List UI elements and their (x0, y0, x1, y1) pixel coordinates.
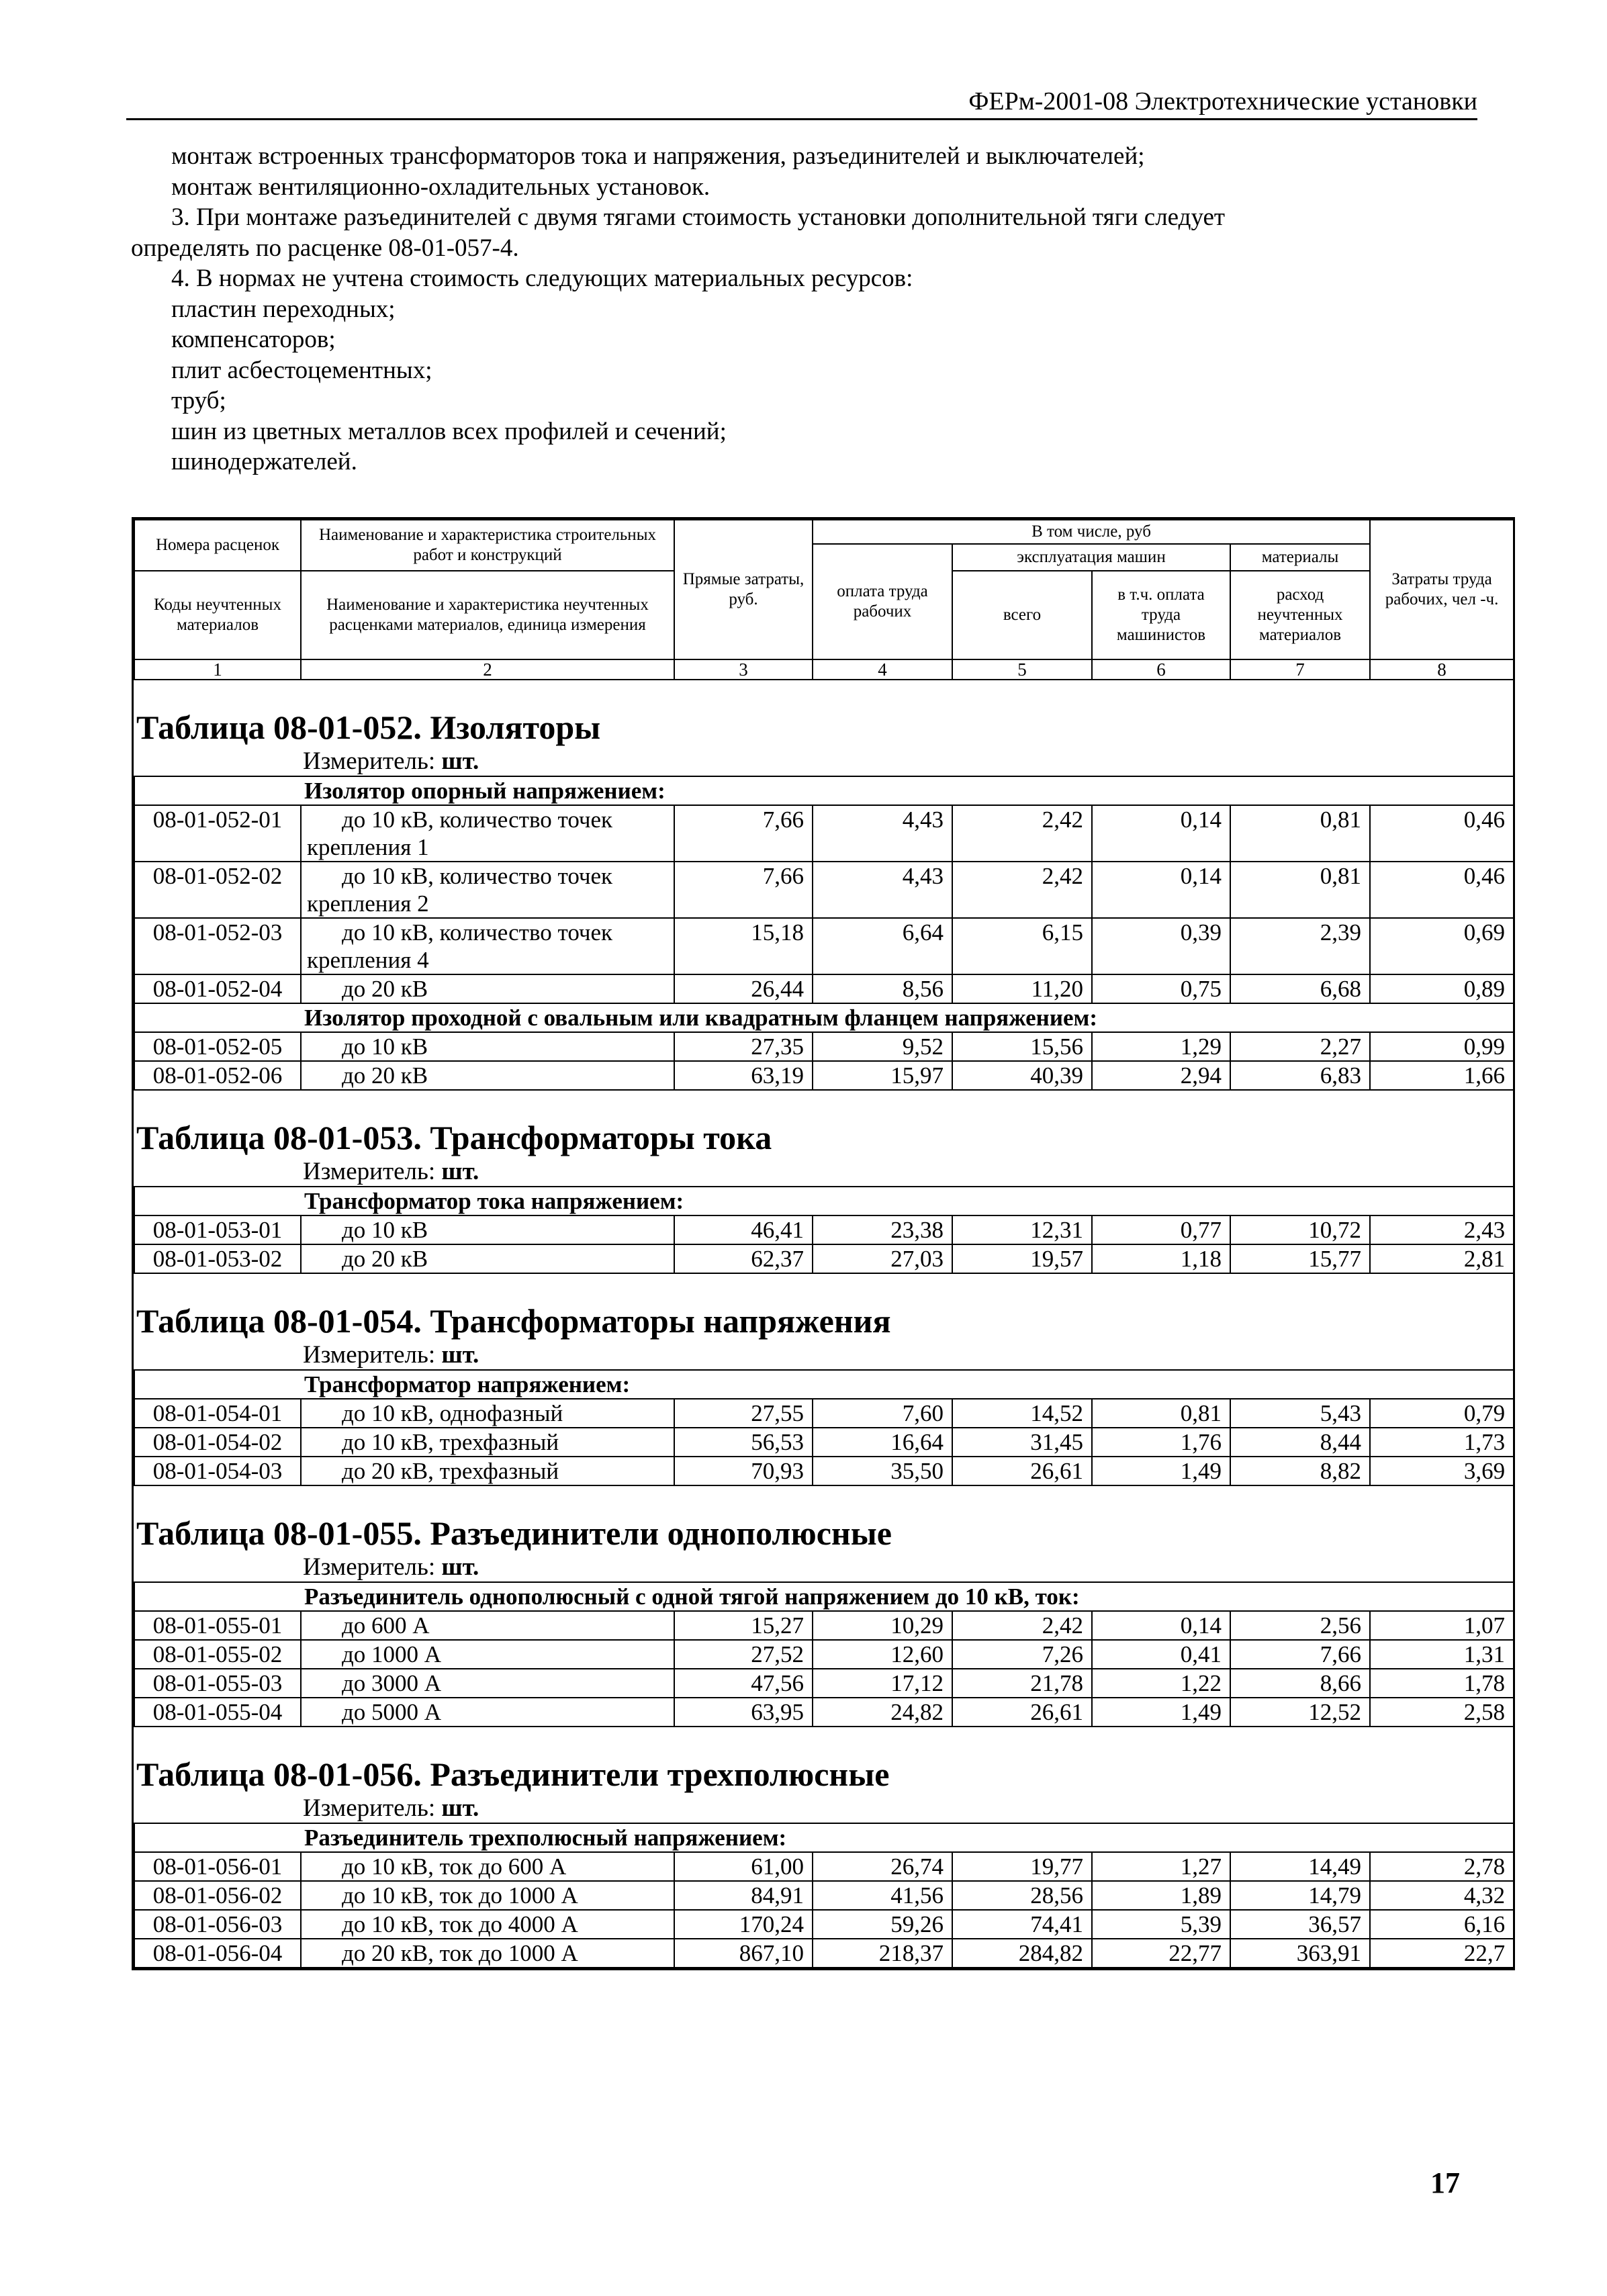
rate-name-line: до 20 кВ, трехфазный (342, 1458, 559, 1484)
value-cell: 2,27 (1230, 1032, 1370, 1061)
value-cell: 1,49 (1092, 1698, 1230, 1727)
rate-name (301, 1032, 674, 1061)
rate-code: 08-01-052-06 (134, 1061, 301, 1090)
group-subheading: Трансформатор тока напряжением: (134, 1187, 1514, 1215)
value-cell: 0,75 (1092, 974, 1230, 1003)
rate-code: 08-01-055-01 (134, 1611, 301, 1640)
value-cell: 35,50 (813, 1457, 952, 1485)
rate-code: 08-01-052-05 (134, 1032, 301, 1061)
unit-value: шт. (441, 747, 479, 775)
rate-name (301, 862, 674, 918)
value-cell: 14,79 (1230, 1881, 1370, 1910)
value-cell: 218,37 (813, 1939, 952, 1968)
rate-code: 08-01-052-02 (134, 862, 301, 918)
unit-of-measure (134, 1553, 1513, 1581)
rate-code: 08-01-054-03 (134, 1457, 301, 1485)
value-cell: 2,42 (952, 862, 1092, 918)
rate-name-line: до 10 кВ, однофазный (342, 1400, 563, 1426)
unit-of-measure (134, 747, 1513, 776)
rate-code: 08-01-056-01 (134, 1852, 301, 1881)
unit-of-measure (134, 1794, 1513, 1823)
value-cell: 6,15 (952, 918, 1092, 974)
value-cell: 62,37 (674, 1244, 813, 1273)
unit-label: Измеритель: (303, 1794, 436, 1822)
value-cell: 10,72 (1230, 1215, 1370, 1244)
value-cell: 6,83 (1230, 1061, 1370, 1090)
value-cell: 2,78 (1370, 1852, 1514, 1881)
value-cell: 22,7 (1370, 1939, 1514, 1968)
value-cell: 0,81 (1230, 805, 1370, 862)
rate-name (301, 805, 674, 862)
unit-label: Измеритель: (303, 1341, 436, 1369)
value-cell: 1,73 (1370, 1428, 1514, 1457)
value-cell: 40,39 (952, 1061, 1092, 1090)
table-row (134, 805, 1514, 862)
rate-name-line: до 5000 А (342, 1699, 442, 1725)
rate-code: 08-01-055-02 (134, 1640, 301, 1669)
table-row (134, 1939, 1514, 1968)
table-row (134, 1611, 1514, 1640)
header-machines: эксплуатация машин (952, 544, 1230, 571)
value-cell: 0,14 (1092, 805, 1230, 862)
rate-name (301, 918, 674, 974)
value-cell: 26,61 (952, 1698, 1092, 1727)
value-cell: 6,64 (813, 918, 952, 974)
value-cell: 7,66 (674, 805, 813, 862)
value-cell: 12,60 (813, 1640, 952, 1669)
rate-name (301, 1061, 674, 1090)
rate-name-line: до 10 кВ, количество точек (342, 919, 613, 946)
column-number: 7 (1230, 659, 1370, 680)
rate-code: 08-01-056-04 (134, 1939, 301, 1968)
table-row (134, 1215, 1514, 1244)
rate-name (301, 1939, 674, 1968)
rate-code: 08-01-052-03 (134, 918, 301, 974)
value-cell: 7,66 (674, 862, 813, 918)
value-cell: 2,58 (1370, 1698, 1514, 1727)
rate-name (301, 1669, 674, 1698)
value-cell: 74,41 (952, 1910, 1092, 1939)
column-number: 3 (674, 659, 813, 680)
value-cell: 0,99 (1370, 1032, 1514, 1061)
value-cell: 7,60 (813, 1399, 952, 1428)
unit-of-measure (134, 1158, 1513, 1186)
intro-line: пластин переходных; (171, 295, 396, 323)
rate-name-line: до 20 кВ (342, 1062, 428, 1089)
column-number: 8 (1370, 659, 1514, 680)
value-cell: 5,43 (1230, 1399, 1370, 1428)
table-row (134, 1698, 1514, 1727)
value-cell: 8,66 (1230, 1669, 1370, 1698)
rate-name (301, 1910, 674, 1939)
value-cell: 0,89 (1370, 974, 1514, 1003)
table-row (134, 918, 1514, 974)
value-cell: 1,22 (1092, 1669, 1230, 1698)
value-cell: 14,49 (1230, 1852, 1370, 1881)
value-cell: 363,91 (1230, 1939, 1370, 1968)
table-title: Таблица 08-01-053. Трансформаторы тока (136, 1119, 772, 1156)
header-group-including: В том числе, руб (813, 520, 1370, 544)
header-machines-total: всего (952, 571, 1092, 659)
table-row (134, 1457, 1514, 1485)
value-cell: 2,42 (952, 805, 1092, 862)
value-cell: 1,76 (1092, 1428, 1230, 1457)
group-subheading: Изолятор проходной с овальным или квадратным фланцем напряжением: (134, 1003, 1514, 1032)
unit-value: шт. (441, 1158, 479, 1185)
value-cell: 56,53 (674, 1428, 813, 1457)
intro-line: 4. В нормах не учтена стоимость следующих материальных ресурсов: (171, 265, 913, 292)
rate-code: 08-01-054-01 (134, 1399, 301, 1428)
value-cell: 15,77 (1230, 1244, 1370, 1273)
value-cell: 28,56 (952, 1881, 1092, 1910)
value-cell: 1,29 (1092, 1032, 1230, 1061)
value-cell: 12,52 (1230, 1698, 1370, 1727)
value-cell: 31,45 (952, 1428, 1092, 1457)
rate-name (301, 1698, 674, 1727)
value-cell: 84,91 (674, 1881, 813, 1910)
table-row (134, 1244, 1514, 1273)
value-cell: 7,26 (952, 1640, 1092, 1669)
value-cell: 2,39 (1230, 918, 1370, 974)
value-cell: 27,03 (813, 1244, 952, 1273)
value-cell: 15,27 (674, 1611, 813, 1640)
rate-name-continuation: крепления 2 (307, 890, 429, 917)
value-cell: 0,14 (1092, 1611, 1230, 1640)
value-cell: 61,00 (674, 1852, 813, 1881)
rate-name-line: до 3000 А (342, 1670, 442, 1696)
header-worker-pay: оплата труда рабочих (813, 544, 952, 659)
value-cell: 5,39 (1092, 1910, 1230, 1939)
rate-name-line: до 1000 А (342, 1641, 442, 1667)
value-cell: 23,38 (813, 1215, 952, 1244)
value-cell: 9,52 (813, 1032, 952, 1061)
value-cell: 1,89 (1092, 1881, 1230, 1910)
value-cell: 6,68 (1230, 974, 1370, 1003)
rate-code: 08-01-054-02 (134, 1428, 301, 1457)
rate-code: 08-01-055-03 (134, 1669, 301, 1698)
rate-name-line: до 20 кВ (342, 1246, 428, 1272)
header-unaccounted-names: Наименование и характеристика неучтенных расценками материалов, единица измерения (301, 571, 674, 659)
rate-name-line: до 10 кВ, количество точек (342, 807, 613, 833)
value-cell: 41,56 (813, 1881, 952, 1910)
value-cell: 8,44 (1230, 1428, 1370, 1457)
running-header: ФЕРм-2001-08 Электротехнические установки (126, 86, 1477, 120)
column-number: 5 (952, 659, 1092, 680)
rate-name-line: до 10 кВ, ток до 4000 А (342, 1911, 578, 1937)
value-cell: 284,82 (952, 1939, 1092, 1968)
rate-name-line: до 10 кВ, ток до 600 А (342, 1853, 567, 1880)
value-cell: 0,79 (1370, 1399, 1514, 1428)
table-row (134, 1428, 1514, 1457)
value-cell: 70,93 (674, 1457, 813, 1485)
value-cell: 27,35 (674, 1032, 813, 1061)
value-cell: 0,69 (1370, 918, 1514, 974)
value-cell: 11,20 (952, 974, 1092, 1003)
section-table (134, 1581, 1514, 1727)
value-cell: 24,82 (813, 1698, 952, 1727)
rate-name (301, 1881, 674, 1910)
group-subheading: Трансформатор напряжением: (134, 1370, 1514, 1399)
unit-label: Измеритель: (303, 747, 436, 775)
value-cell: 0,14 (1092, 862, 1230, 918)
value-cell: 26,44 (674, 974, 813, 1003)
value-cell: 47,56 (674, 1669, 813, 1698)
value-cell: 867,10 (674, 1939, 813, 1968)
rate-name-continuation: крепления 4 (307, 947, 429, 973)
value-cell: 1,18 (1092, 1244, 1230, 1273)
value-cell: 1,07 (1370, 1611, 1514, 1640)
rate-name (301, 1611, 674, 1640)
intro-line: определять по расценке 08-01-057-4. (131, 234, 519, 262)
value-cell: 3,69 (1370, 1457, 1514, 1485)
intro-line: монтаж встроенных трансформаторов тока и напряжения, разъединителей и выключателей; (171, 142, 1145, 170)
value-cell: 8,56 (813, 974, 952, 1003)
table-header (134, 519, 1514, 680)
rate-code: 08-01-052-04 (134, 974, 301, 1003)
section-table (134, 1823, 1514, 1968)
group-subheading: Разъединитель однополюсный с одной тягой напряжением до 10 кВ, ток: (134, 1582, 1514, 1611)
rates-table (132, 517, 1515, 1970)
value-cell: 15,56 (952, 1032, 1092, 1061)
column-number: 1 (134, 659, 301, 680)
table-row (134, 1032, 1514, 1061)
group-subheading: Изолятор опорный напряжением: (134, 776, 1514, 805)
section-table (134, 1369, 1514, 1486)
value-cell: 19,77 (952, 1852, 1092, 1881)
rate-code: 08-01-055-04 (134, 1698, 301, 1727)
column-number: 4 (813, 659, 952, 680)
unit-value: шт. (441, 1341, 479, 1369)
value-cell: 2,56 (1230, 1611, 1370, 1640)
value-cell: 63,95 (674, 1698, 813, 1727)
value-cell: 15,97 (813, 1061, 952, 1090)
intro-line: шинодержателей. (171, 448, 357, 475)
value-cell: 8,82 (1230, 1457, 1370, 1485)
value-cell: 4,43 (813, 862, 952, 918)
rate-name-line: до 600 А (342, 1612, 430, 1639)
header-labor-hours: Затраты труда рабочих, чел -ч. (1370, 520, 1514, 659)
intro-line: труб; (171, 387, 226, 414)
rate-name-line: до 20 кВ, ток до 1000 А (342, 1940, 578, 1966)
value-cell: 4,43 (813, 805, 952, 862)
unit-value: шт. (441, 1553, 479, 1581)
section-table (134, 776, 1514, 1091)
value-cell: 4,32 (1370, 1881, 1514, 1910)
table-row (134, 1399, 1514, 1428)
intro-line: компенсаторов; (171, 326, 336, 353)
rate-name (301, 974, 674, 1003)
value-cell: 46,41 (674, 1215, 813, 1244)
table-title: Таблица 08-01-054. Трансформаторы напряжения (136, 1302, 891, 1340)
value-cell: 10,29 (813, 1611, 952, 1640)
value-cell: 26,61 (952, 1457, 1092, 1485)
table-row (134, 1910, 1514, 1939)
table-row (134, 1640, 1514, 1669)
unit-value: шт. (441, 1794, 479, 1822)
unit-of-measure (134, 1341, 1513, 1369)
value-cell: 170,24 (674, 1910, 813, 1939)
rate-name (301, 1244, 674, 1273)
value-cell: 0,81 (1230, 862, 1370, 918)
section-table (134, 1186, 1514, 1274)
value-cell: 14,52 (952, 1399, 1092, 1428)
value-cell: 27,55 (674, 1399, 813, 1428)
value-cell: 26,74 (813, 1852, 952, 1881)
value-cell: 63,19 (674, 1061, 813, 1090)
rate-code: 08-01-053-01 (134, 1215, 301, 1244)
sections-container (134, 680, 1513, 1968)
table-row (134, 1061, 1514, 1090)
header-work-name: Наименование и характеристика строительных работ и конструкций (301, 520, 674, 571)
value-cell: 6,16 (1370, 1910, 1514, 1939)
value-cell: 0,39 (1092, 918, 1230, 974)
table-title: Таблица 08-01-055. Разъединители однополюсные (136, 1514, 892, 1552)
value-cell: 2,94 (1092, 1061, 1230, 1090)
rate-code: 08-01-053-02 (134, 1244, 301, 1273)
value-cell: 1,66 (1370, 1061, 1514, 1090)
unit-label: Измеритель: (303, 1158, 436, 1185)
value-cell: 36,57 (1230, 1910, 1370, 1939)
value-cell: 1,27 (1092, 1852, 1230, 1881)
rate-name (301, 1399, 674, 1428)
rate-name (301, 1428, 674, 1457)
rate-name (301, 1457, 674, 1485)
header-unaccounted-codes: Коды неучтенных материалов (134, 571, 301, 659)
value-cell: 1,49 (1092, 1457, 1230, 1485)
rate-name (301, 1215, 674, 1244)
rate-name-continuation: крепления 1 (307, 834, 429, 860)
table-title: Таблица 08-01-056. Разъединители трехполюсные (136, 1755, 890, 1793)
value-cell: 17,12 (813, 1669, 952, 1698)
intro-line: плит асбестоцементных; (171, 356, 432, 384)
rate-name-line: до 10 кВ, ток до 1000 А (342, 1882, 578, 1909)
value-cell: 0,77 (1092, 1215, 1230, 1244)
value-cell: 0,41 (1092, 1640, 1230, 1669)
table-row (134, 1852, 1514, 1881)
page-number: 17 (1430, 2166, 1460, 2199)
table-row (134, 1669, 1514, 1698)
rate-name-line: до 10 кВ, количество точек (342, 863, 613, 889)
table-row (134, 862, 1514, 918)
intro-text (131, 141, 1477, 477)
table-title: Таблица 08-01-052. Изоляторы (136, 708, 601, 746)
header-materials: материалы (1230, 544, 1370, 571)
value-cell: 59,26 (813, 1910, 952, 1939)
header-direct-costs: Прямые затраты, руб. (674, 520, 813, 659)
rate-code: 08-01-056-03 (134, 1910, 301, 1939)
value-cell: 2,42 (952, 1611, 1092, 1640)
intro-line: шин из цветных металлов всех профилей и сечений; (171, 417, 727, 445)
rate-name (301, 1852, 674, 1881)
value-cell: 7,66 (1230, 1640, 1370, 1669)
value-cell: 0,46 (1370, 805, 1514, 862)
value-cell: 27,52 (674, 1640, 813, 1669)
header-machinist-pay: в т.ч. оплата труда машинистов (1092, 571, 1230, 659)
intro-line: монтаж вентиляционно-охладительных установок. (171, 173, 710, 201)
column-number: 2 (301, 659, 674, 680)
rate-name-line: до 10 кВ, трехфазный (342, 1429, 559, 1455)
intro-line: 3. При монтаже разъединителей с двумя тягами стоимость установки дополнительной тяги следует (171, 203, 1226, 231)
rate-name-line: до 10 кВ (342, 1217, 428, 1243)
value-cell: 2,43 (1370, 1215, 1514, 1244)
rate-code: 08-01-052-01 (134, 805, 301, 862)
rate-name-line: до 10 кВ (342, 1034, 428, 1060)
value-cell: 16,64 (813, 1428, 952, 1457)
table-row (134, 974, 1514, 1003)
value-cell: 21,78 (952, 1669, 1092, 1698)
value-cell: 12,31 (952, 1215, 1092, 1244)
table-row (134, 1881, 1514, 1910)
rate-name-line: до 20 кВ (342, 976, 428, 1002)
value-cell: 1,31 (1370, 1640, 1514, 1669)
value-cell: 0,81 (1092, 1399, 1230, 1428)
value-cell: 2,81 (1370, 1244, 1514, 1273)
rate-code: 08-01-056-02 (134, 1881, 301, 1910)
header-material-consumption: расход неучтенных материалов (1230, 571, 1370, 659)
group-subheading: Разъединитель трехполюсный напряжением: (134, 1823, 1514, 1852)
unit-label: Измеритель: (303, 1553, 436, 1581)
value-cell: 22,77 (1092, 1939, 1230, 1968)
column-number: 6 (1092, 659, 1230, 680)
value-cell: 15,18 (674, 918, 813, 974)
rate-name (301, 1640, 674, 1669)
value-cell: 0,46 (1370, 862, 1514, 918)
value-cell: 19,57 (952, 1244, 1092, 1273)
value-cell: 1,78 (1370, 1669, 1514, 1698)
header-rate-numbers: Номера расценок (134, 520, 301, 571)
